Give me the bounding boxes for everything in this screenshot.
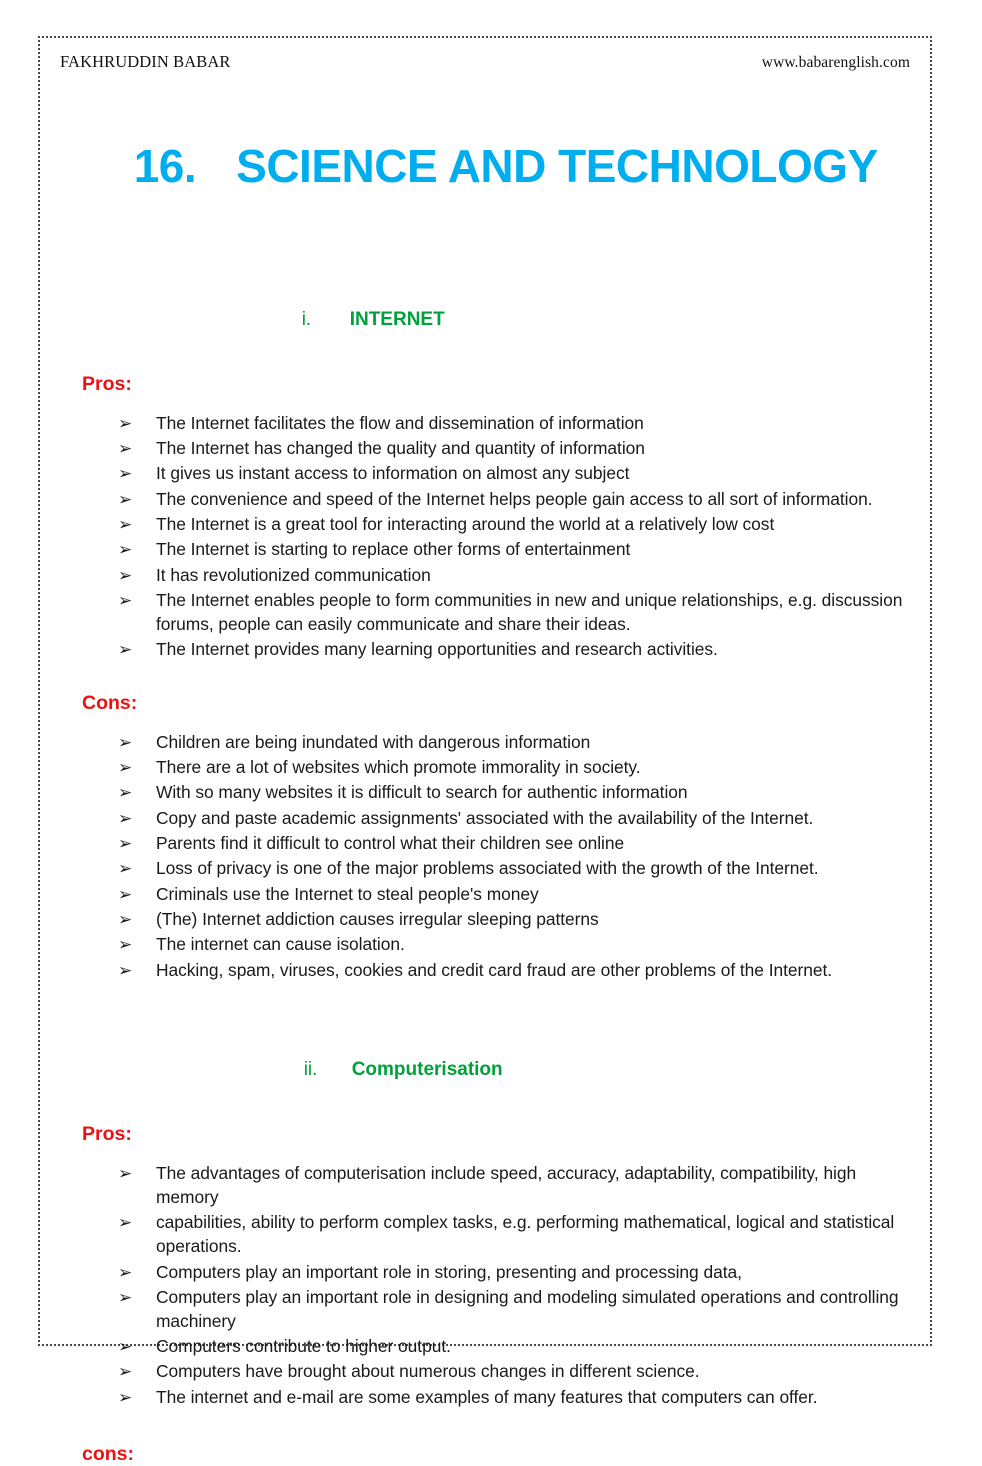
list-item	[118, 832, 910, 856]
pros-label-computerisation: Pros:	[82, 1123, 132, 1146]
list-item	[118, 1286, 910, 1334]
section-numeral-ii: ii.	[303, 1059, 318, 1081]
list-item	[118, 857, 910, 881]
list-item	[118, 1386, 910, 1410]
arrow-bullet-icon: ➢	[118, 1262, 133, 1282]
arrow-bullet-icon: ➢	[118, 859, 133, 879]
arrow-bullet-icon: ➢	[118, 1213, 133, 1233]
list-item	[118, 437, 910, 461]
list-item-text: Copy and paste academic assignments' associated with the availability of the Internet.	[156, 807, 814, 828]
cons-label-internet: Cons:	[82, 691, 138, 714]
arrow-bullet-icon: ➢	[118, 758, 133, 778]
arrow-bullet-icon: ➢	[118, 884, 133, 904]
list-item	[118, 807, 910, 831]
list-item-text: Criminals use the Internet to steal people's money	[156, 883, 539, 904]
arrow-bullet-icon: ➢	[118, 464, 133, 484]
chapter-number: 16.	[133, 140, 197, 193]
arrow-bullet-icon: ➢	[118, 808, 133, 828]
arrow-bullet-icon: ➢	[118, 909, 133, 929]
arrow-bullet-icon: ➢	[118, 590, 133, 610]
list-item	[118, 933, 910, 957]
list-item	[118, 488, 910, 512]
arrow-bullet-icon: ➢	[118, 935, 133, 955]
list-item-text: capabilities, ability to perform complex tasks, e.g. performing mathematical, logical and statistical operations.	[156, 1212, 895, 1257]
list-item	[118, 731, 910, 755]
running-header	[60, 52, 910, 72]
arrow-bullet-icon: ➢	[118, 1287, 133, 1307]
pros-label-internet: Pros:	[82, 372, 132, 395]
page-content	[38, 36, 932, 1466]
list-item-text: The Internet is a great tool for interacting around the world at a relatively low cost	[156, 514, 775, 535]
list-item	[118, 564, 910, 588]
list-item-text: It gives us instant access to information on almost any subject	[156, 463, 630, 484]
list-item-text: The internet and e-mail are some examples of many features that computers can offer.	[156, 1386, 818, 1407]
arrow-bullet-icon: ➢	[118, 1362, 133, 1382]
list-item	[118, 538, 910, 562]
list-item-text: Computers play an important role in storing, presenting and processing data,	[156, 1261, 742, 1282]
arrow-bullet-icon: ➢	[118, 783, 133, 803]
list-item	[118, 638, 910, 662]
section-heading-internet	[270, 287, 910, 353]
list-item-text: The Internet is starting to replace other forms of entertainment	[156, 539, 631, 560]
list-item-text: The Internet enables people to form communities in new and unique relationships, e.g. discussion forums, people can easily communicate and share their ideas.	[156, 589, 903, 634]
section-heading-computerisation	[272, 1037, 910, 1103]
list-item-text: The advantages of computerisation include speed, accuracy, adaptability, compatibility, high memory	[156, 1163, 857, 1208]
list-item	[118, 462, 910, 486]
chapter-title-text: SCIENCE AND TECHNOLOGY	[236, 140, 878, 193]
list-item-text: The internet can cause isolation.	[156, 934, 405, 955]
list-item	[118, 1360, 910, 1384]
list-item-text: Parents find it difficult to control what their children see online	[156, 833, 625, 854]
list-item-text: Hacking, spam, viruses, cookies and credit card fraud are other problems of the Internet.	[156, 959, 833, 980]
list-item	[118, 412, 910, 436]
list-item-text: There are a lot of websites which promote immorality in society.	[156, 757, 641, 778]
arrow-bullet-icon: ➢	[118, 540, 133, 560]
arrow-bullet-icon: ➢	[118, 489, 133, 509]
arrow-bullet-icon: ➢	[118, 1387, 133, 1407]
arrow-bullet-icon: ➢	[118, 1164, 133, 1184]
list-item-text: Computers play an important role in designing and modeling simulated operations and controlling machinery	[156, 1286, 899, 1331]
cons-label-computerisation: cons:	[82, 1443, 135, 1466]
list-item	[118, 513, 910, 537]
list-item-text: Computers contribute to higher output.	[156, 1335, 451, 1356]
list-item-text: Children are being inundated with dangerous information	[156, 731, 591, 752]
section-title-internet: INTERNET	[349, 308, 445, 330]
author-name: FAKHRUDDIN BABAR	[60, 52, 231, 71]
list-item-text: Computers have brought about numerous changes in different science.	[156, 1361, 700, 1382]
section-numeral-i: i.	[301, 308, 312, 330]
arrow-bullet-icon: ➢	[118, 515, 133, 535]
list-item	[118, 1335, 910, 1359]
list-item-text: It has revolutionized communication	[156, 564, 431, 585]
arrow-bullet-icon: ➢	[118, 565, 133, 585]
list-item-text: Loss of privacy is one of the major problems associated with the growth of the Internet.	[156, 858, 819, 879]
list-item	[118, 908, 910, 932]
list-item	[118, 756, 910, 780]
website-url: www.babarenglish.com	[761, 54, 910, 71]
list-item	[118, 1162, 910, 1210]
arrow-bullet-icon: ➢	[118, 439, 133, 459]
page-title	[60, 94, 910, 239]
list-item	[118, 589, 910, 637]
list-item	[118, 1261, 910, 1285]
list-item	[118, 781, 910, 805]
arrow-bullet-icon: ➢	[118, 834, 133, 854]
arrow-bullet-icon: ➢	[118, 640, 133, 660]
pros-list-computerisation	[60, 1162, 910, 1409]
list-item-text: The Internet provides many learning opportunities and research activities.	[156, 639, 718, 660]
pros-list-internet	[60, 412, 910, 662]
arrow-bullet-icon: ➢	[118, 960, 133, 980]
list-item-text: The convenience and speed of the Internet helps people gain access to all sort of information.	[156, 488, 873, 509]
arrow-bullet-icon: ➢	[118, 413, 133, 433]
list-item-text: The Internet has changed the quality and quantity of information	[156, 438, 645, 459]
list-item	[118, 959, 910, 983]
section-title-computerisation: Computerisation	[351, 1059, 503, 1081]
list-item-text: The Internet facilitates the flow and dissemination of information	[156, 412, 644, 433]
list-item	[118, 883, 910, 907]
arrow-bullet-icon: ➢	[118, 1336, 133, 1356]
cons-list-internet	[60, 731, 910, 982]
arrow-bullet-icon: ➢	[118, 732, 133, 752]
list-item-text: With so many websites it is difficult to search for authentic information	[156, 782, 688, 803]
list-item-text: (The) Internet addiction causes irregular sleeping patterns	[156, 908, 599, 929]
list-item	[118, 1211, 910, 1259]
